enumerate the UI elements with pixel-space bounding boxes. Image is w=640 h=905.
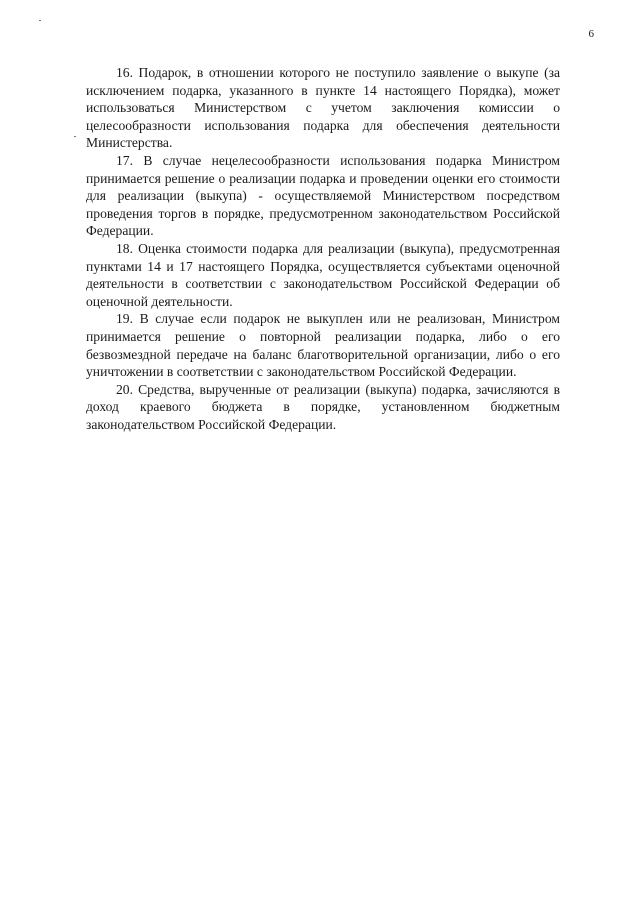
paragraph-19: 19. В случае если подарок не выкуплен или не реализован, Министром принимается решение о повторной реализации подарка, либо о его безвозмездной передаче на баланс благотворительной организации, либо о его уничтожении в соответствии с законодательством Российской Федерации. [86,311,560,380]
paragraph-17: 17. В случае нецелесообразности использования подарка Министром принимается решение о реализации подарка и проведении оценки его стоимости для реализации (выкупа) - осуществляемой Министерством посредством проведения торгов в порядке, предусмотренном законодательством Российской Федерации. [86,152,560,239]
page-number: 6 [588,28,594,40]
scan-speck [39,20,41,21]
paragraph-18: 18. Оценка стоимости подарка для реализации (выкупа), предусмотренная пунктами 14 и 17 настоящего Порядка, осуществляется субъектами оценочной деятельности в соответствии с законодательством Российской Федерации об оценочной деятельности. [86,240,560,309]
paragraph-16: 16. Подарок, в отношении которого не поступило заявление о выкупе (за исключением подарка, указанного в пункте 14 настоящего Порядка), может использоваться Министерством с учетом заключения комиссии о целесообразности использования подарка для обеспечения деятельности Министерства. [86,65,560,151]
document-body [86,64,560,433]
paragraph-20: 20. Средства, вырученные от реализации (выкупа) подарка, зачисляются в доход краевого бюджета в порядке, установленном бюджетным законодательством Российской Федерации. [86,381,560,432]
scan-speck [74,136,76,137]
